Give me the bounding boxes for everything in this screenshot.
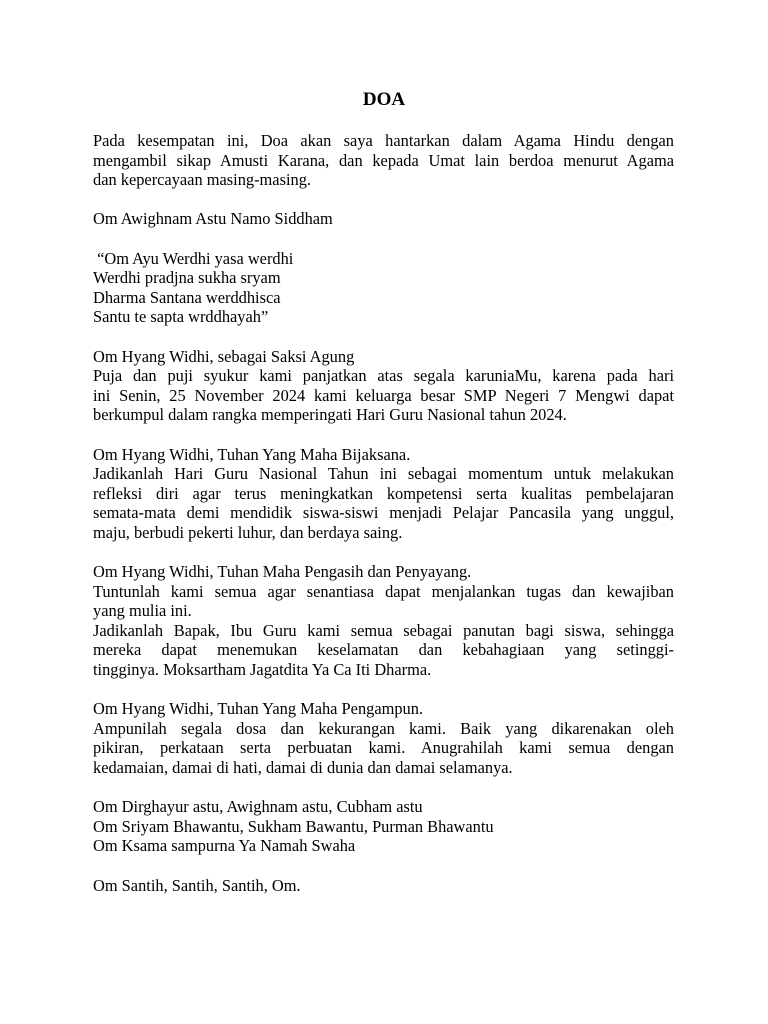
prayer-section-4 xyxy=(93,699,674,777)
prayer-line: Tuntunlah kami semua agar senantiasa dapat menjalankan tugas dan kewajiban xyxy=(93,581,674,601)
final-invocation xyxy=(93,876,674,896)
intro-line: mengambil sikap Amusti Karana, dan kepada Umat lain berdoa menurut Agama xyxy=(93,150,674,170)
prayer-heading: Om Hyang Widhi, sebagai Saksi Agung xyxy=(93,346,355,366)
prayer-line: maju, berbudi pekerti luhur, dan berdaya saing. xyxy=(93,522,403,542)
prayer-section-3 xyxy=(93,562,674,680)
prayer-line: semata-mata demi mendidik siswa-siswi menjadi Pelajar Pancasila yang unggul, xyxy=(93,503,674,523)
intro-line: dan kepercayaan masing-masing. xyxy=(93,170,312,190)
prayer-heading: Om Hyang Widhi, Tuhan Yang Maha Bijaksana. xyxy=(93,444,411,464)
mantra-line: “Om Ayu Werdhi yasa werdhi xyxy=(93,248,294,268)
final-line: Om Santih, Santih, Santih, Om. xyxy=(93,875,301,895)
closing-line: Om Dirghayur astu, Awighnam astu, Cubham astu xyxy=(93,797,423,817)
prayer-section-2 xyxy=(93,445,674,543)
prayer-section-1 xyxy=(93,347,674,425)
prayer-line: berkumpul dalam rangka memperingati Hari Guru Nasional tahun 2024. xyxy=(93,405,567,425)
prayer-heading: Om Hyang Widhi, Tuhan Maha Pengasih dan Penyayang. xyxy=(93,562,472,582)
prayer-line: Jadikanlah Bapak, Ibu Guru kami semua sebagai panutan bagi siswa, sehingga xyxy=(93,620,674,640)
opening-line: Om Awighnam Astu Namo Siddham xyxy=(93,209,333,229)
prayer-heading: Om Hyang Widhi, Tuhan Yang Maha Pengampun. xyxy=(93,699,424,719)
mantra-verse xyxy=(93,249,674,327)
document-body xyxy=(93,131,674,915)
prayer-line: Ampunilah segala dosa dan kekurangan kami. Baik yang dikarenakan oleh xyxy=(93,718,674,738)
opening-invocation xyxy=(93,209,674,229)
prayer-line: Jadikanlah Hari Guru Nasional Tahun ini sebagai momentum untuk melakukan xyxy=(93,464,674,484)
document-title: DOA xyxy=(362,89,406,110)
prayer-line: ini Senin, 25 November 2024 kami keluarga besar SMP Negeri 7 Mengwi dapat xyxy=(93,385,674,405)
mantra-line: Dharma Santana werddhisca xyxy=(93,287,281,307)
prayer-line: yang mulia ini. xyxy=(93,601,192,621)
closing-mantra xyxy=(93,797,674,856)
prayer-line: tingginya. Moksartham Jagatdita Ya Ca Iti Dharma. xyxy=(93,660,432,680)
prayer-line: pikiran, perkataan serta perbuatan kami. Anugrahilah kami semua dengan xyxy=(93,738,674,758)
intro-paragraph xyxy=(93,131,674,190)
closing-line: Om Sriyam Bhawantu, Sukham Bawantu, Purman Bhawantu xyxy=(93,816,494,836)
closing-line: Om Ksama sampurna Ya Namah Swaha xyxy=(93,836,356,856)
mantra-line: Werdhi pradjna sukha sryam xyxy=(93,268,281,288)
prayer-line: kedamaian, damai di hati, damai di dunia dan damai selamanya. xyxy=(93,758,513,777)
intro-line: Pada kesempatan ini, Doa akan saya hantarkan dalam Agama Hindu dengan xyxy=(93,131,674,150)
prayer-line: Puja dan puji syukur kami panjatkan atas segala karuniaMu, karena pada hari xyxy=(93,366,674,386)
prayer-line: refleksi diri agar terus meningkatkan kompetensi serta kualitas pembelajaran xyxy=(93,483,674,503)
prayer-line: mereka dapat menemukan keselamatan dan kebahagiaan yang setinggi- xyxy=(93,640,674,660)
mantra-line: Santu te sapta wrddhayah” xyxy=(93,307,269,327)
